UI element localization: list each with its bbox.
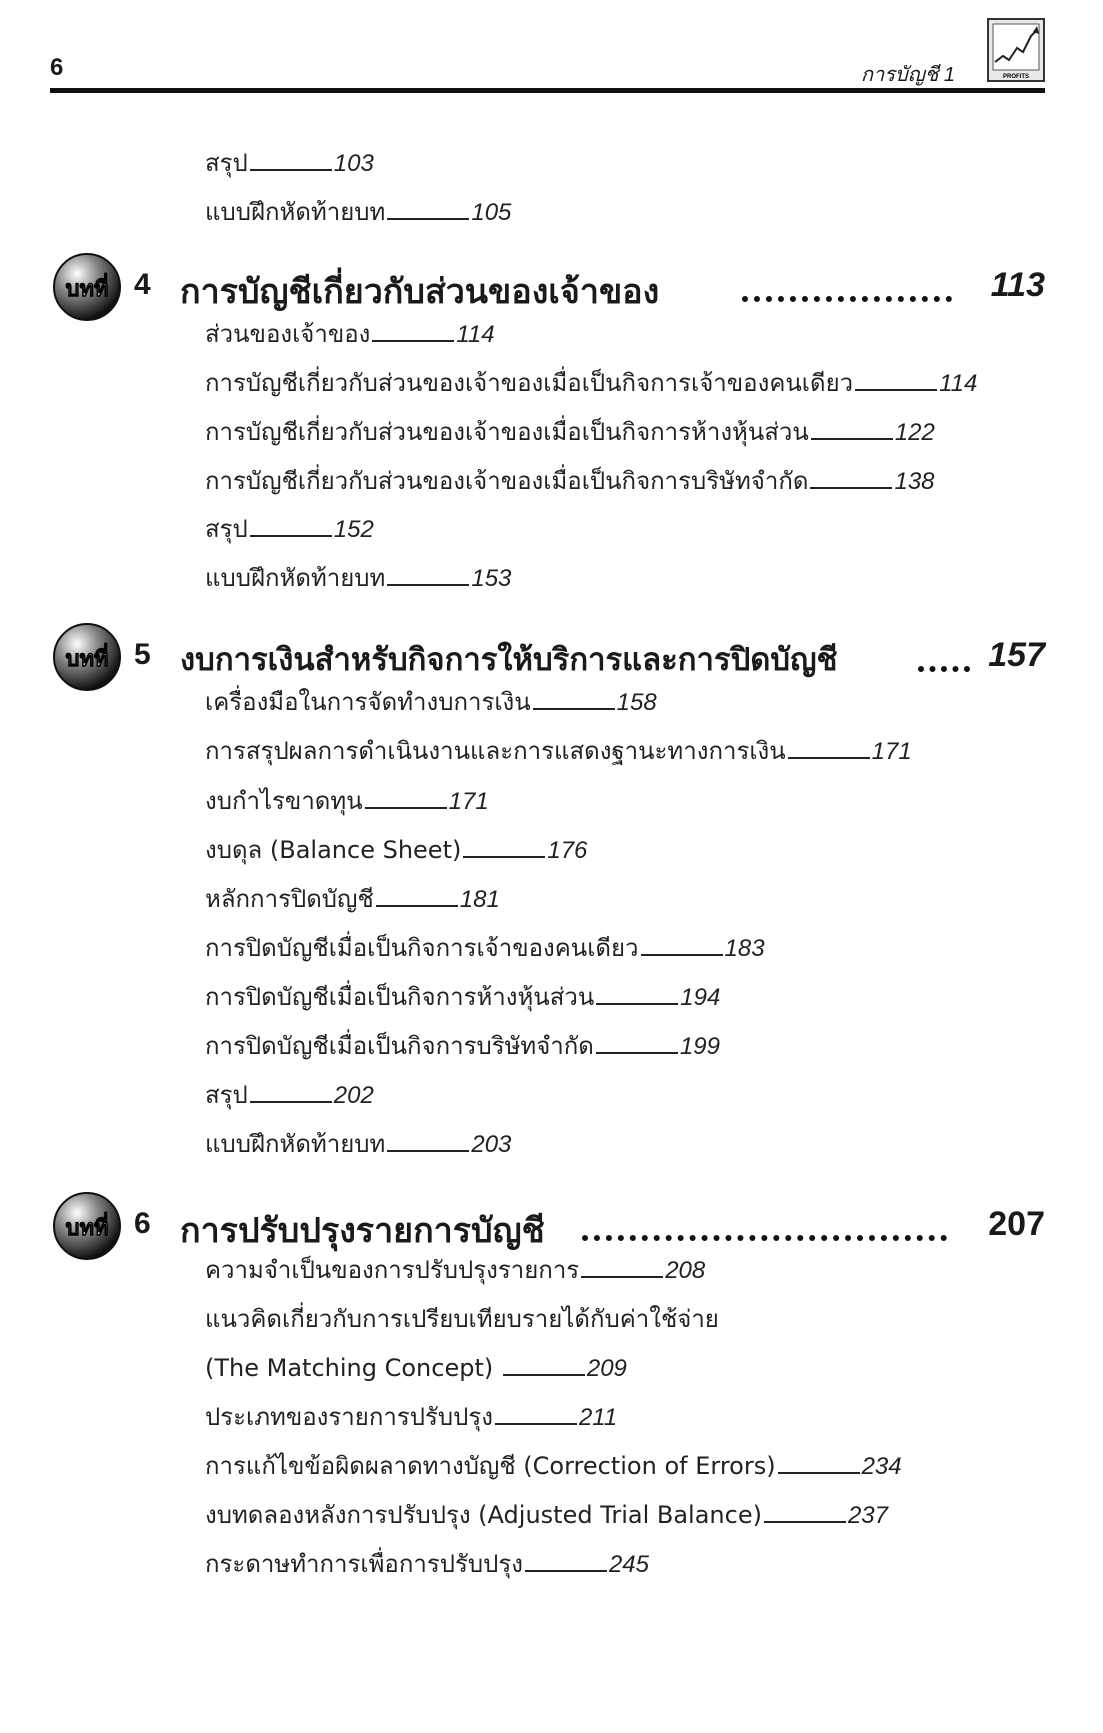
toc-entry-label: การสรุปผลการดำเนินงานและการแสดงฐานะทางการเงิน <box>205 737 786 765</box>
leader-dots <box>582 1235 947 1241</box>
leader-line <box>376 904 458 907</box>
chapter-badge-icon <box>52 622 122 692</box>
toc-entry-label: การบัญชีเกี่ยวกับส่วนของเจ้าของเมื่อเป็นกิจการห้างหุ้นส่วน <box>205 418 809 446</box>
toc-entry[interactable] <box>205 319 495 350</box>
toc-entry-label: การบัญชีเกี่ยวกับส่วนของเจ้าของเมื่อเป็นกิจการบริษัทจำกัด <box>205 467 809 495</box>
leader-line <box>463 855 545 858</box>
toc-entry-page: 234 <box>861 1453 902 1480</box>
leader-line <box>596 1051 678 1054</box>
toc-entry-page: 208 <box>665 1257 706 1284</box>
toc-entry[interactable] <box>205 1080 374 1111</box>
toc-entry[interactable] <box>205 1402 617 1433</box>
toc-entry-label: แบบฝึกหัดท้ายบท <box>205 1130 386 1158</box>
svg-text:PROFITS: PROFITS <box>1002 74 1030 80</box>
toc-entry-label: สรุป <box>205 515 248 543</box>
toc-entry[interactable] <box>205 514 374 545</box>
toc-entry-page: 105 <box>471 199 512 226</box>
toc-entry-page: 171 <box>871 738 912 765</box>
leader-line <box>365 806 447 809</box>
toc-entry-label: ความจำเป็นของการปรับปรุงรายการ <box>205 1256 580 1284</box>
toc-entry-label: เครื่องมือในการจัดทำงบการเงิน <box>205 688 531 716</box>
toc-entry-label: แบบฝึกหัดท้ายบท <box>205 564 386 592</box>
toc-entry-label: การปิดบัญชีเมื่อเป็นกิจการห้างหุ้นส่วน <box>205 983 595 1011</box>
toc-entry-label: สรุป <box>205 149 248 177</box>
leader-line <box>495 1422 577 1425</box>
toc-entry-page: 202 <box>333 1082 374 1109</box>
toc-entry-label: งบทดลองหลังการปรับปรุง (Adjusted Trial Balance) <box>205 1501 762 1529</box>
toc-entry-page: 103 <box>333 150 374 177</box>
leader-line <box>387 1149 469 1152</box>
svg-text:บทที่: บทที่ <box>65 277 109 302</box>
leader-dots <box>918 666 970 672</box>
chapter-number: 6 <box>134 1207 151 1240</box>
svg-text:บทที่: บทที่ <box>65 1216 109 1241</box>
leader-line <box>596 1002 678 1005</box>
toc-entry-page: 245 <box>608 1551 649 1578</box>
chapter-title: การปรับปรุงรายการบัญชี <box>180 1211 545 1251</box>
toc-entry-page: 211 <box>578 1404 618 1431</box>
toc-entry-page: 203 <box>471 1131 512 1158</box>
toc-entry-label: งบดุล (Balance Sheet) <box>205 836 462 864</box>
chapter-5-heading[interactable] <box>52 622 1045 692</box>
leader-line <box>250 534 332 537</box>
leader-line <box>525 1569 607 1572</box>
leader-line <box>810 486 892 489</box>
toc-entry-page: 176 <box>547 837 588 864</box>
toc-entry[interactable] <box>205 884 500 915</box>
chapter-page: 113 <box>990 266 1045 304</box>
toc-entry-label: การแก้ไขข้อผิดผลาดทางบัญชี (Correction of Errors) <box>205 1452 776 1480</box>
toc-entry-page: 153 <box>471 565 512 592</box>
header-rule <box>50 88 1045 93</box>
leader-line <box>250 168 332 171</box>
leader-line <box>855 388 937 391</box>
profits-chart-logo <box>987 18 1045 82</box>
toc-entry[interactable] <box>205 933 765 964</box>
chapter-4-heading[interactable] <box>52 252 1045 322</box>
svg-text:บทที่: บทที่ <box>65 647 109 672</box>
toc-entry[interactable] <box>205 1031 720 1062</box>
toc-entry-page: 209 <box>586 1355 627 1382</box>
chapter-title: งบการเงินสำหรับกิจการให้บริการและการปิดบัญชี <box>180 642 838 678</box>
chapter-title: การบัญชีเกี่ยวกับส่วนของเจ้าของ <box>180 272 660 312</box>
leader-line <box>581 1275 663 1278</box>
toc-entry-page: 152 <box>333 516 374 543</box>
toc-entry-page: 122 <box>894 419 935 446</box>
toc-entry[interactable] <box>205 982 720 1013</box>
toc-entry[interactable] <box>205 1500 888 1531</box>
toc-entry-label: การปิดบัญชีเมื่อเป็นกิจการบริษัทจำกัด <box>205 1032 594 1060</box>
toc-entry-label: การบัญชีเกี่ยวกับส่วนของเจ้าของเมื่อเป็นกิจการเจ้าของคนเดียว <box>205 369 854 397</box>
toc-entry-page: 171 <box>448 788 489 815</box>
toc-entry-label: แนวคิดเกี่ยวกับการเปรียบเทียบรายได้กับค่าใช้จ่าย <box>205 1305 719 1333</box>
toc-entry[interactable] <box>205 1255 705 1286</box>
leader-line <box>641 953 723 956</box>
toc-entry-label: ส่วนของเจ้าของ <box>205 320 371 348</box>
page-header <box>50 18 1045 94</box>
toc-entry[interactable] <box>205 1129 511 1160</box>
toc-entry[interactable] <box>205 1353 627 1384</box>
toc-entry-label: (The Matching Concept) <box>205 1354 501 1382</box>
leader-line <box>387 217 469 220</box>
leader-line <box>372 339 454 342</box>
toc-entry[interactable] <box>205 835 587 866</box>
toc-entry-label: งบกำไรขาดทุน <box>205 787 363 815</box>
toc-entry-page: 114 <box>456 321 495 348</box>
toc-entry-page: 183 <box>724 935 765 962</box>
leader-line <box>250 1100 332 1103</box>
leader-line <box>788 756 870 759</box>
toc-entry-label: การปิดบัญชีเมื่อเป็นกิจการเจ้าของคนเดียว <box>205 934 639 962</box>
toc-entry-page: 199 <box>679 1033 720 1060</box>
chapter-page: 207 <box>988 1205 1045 1243</box>
toc-entry-page: 114 <box>939 370 978 397</box>
leader-line <box>387 583 469 586</box>
chapter-badge-icon <box>52 252 122 322</box>
chapter-badge-icon <box>52 1191 122 1261</box>
toc-entry[interactable] <box>205 368 977 399</box>
toc-entry-page: 194 <box>680 984 721 1011</box>
toc-entry[interactable] <box>205 1451 902 1482</box>
toc-entry-label: สรุป <box>205 1081 248 1109</box>
chapter-6-heading[interactable] <box>52 1191 1045 1261</box>
toc-entry-page: 181 <box>459 886 500 913</box>
page-number: 6 <box>50 54 64 81</box>
toc-entry[interactable] <box>205 736 912 767</box>
toc-entry[interactable] <box>205 786 489 817</box>
toc-entry[interactable] <box>205 466 935 497</box>
toc-entry[interactable] <box>205 197 511 228</box>
chapter-number: 4 <box>134 268 151 301</box>
leader-line <box>778 1471 860 1474</box>
toc-entry-page: 138 <box>894 468 935 495</box>
toc-entry-label: ประเภทของรายการปรับปรุง <box>205 1403 493 1431</box>
toc-entry-label: แบบฝึกหัดท้ายบท <box>205 198 386 226</box>
leader-line <box>503 1373 585 1376</box>
toc-entry-label: กระดาษทำการเพื่อการปรับปรุง <box>205 1550 523 1578</box>
toc-entry-label: หลักการปิดบัญชี <box>205 885 374 913</box>
leader-line <box>764 1520 846 1523</box>
chapter-number: 5 <box>134 638 151 671</box>
toc-entry[interactable] <box>205 1549 649 1580</box>
toc-entry[interactable] <box>205 1304 719 1334</box>
toc-entry[interactable] <box>205 417 935 448</box>
book-title: การบัญชี 1 <box>860 64 955 86</box>
toc-entry[interactable] <box>205 687 657 718</box>
leader-line <box>533 707 615 710</box>
leader-dots <box>742 296 952 302</box>
leader-line <box>811 437 893 440</box>
toc-entry[interactable] <box>205 563 511 594</box>
chapter-page: 157 <box>988 636 1045 674</box>
toc-entry-page: 158 <box>616 689 657 716</box>
toc-entry[interactable] <box>205 148 374 179</box>
toc-entry-page: 237 <box>847 1502 888 1529</box>
